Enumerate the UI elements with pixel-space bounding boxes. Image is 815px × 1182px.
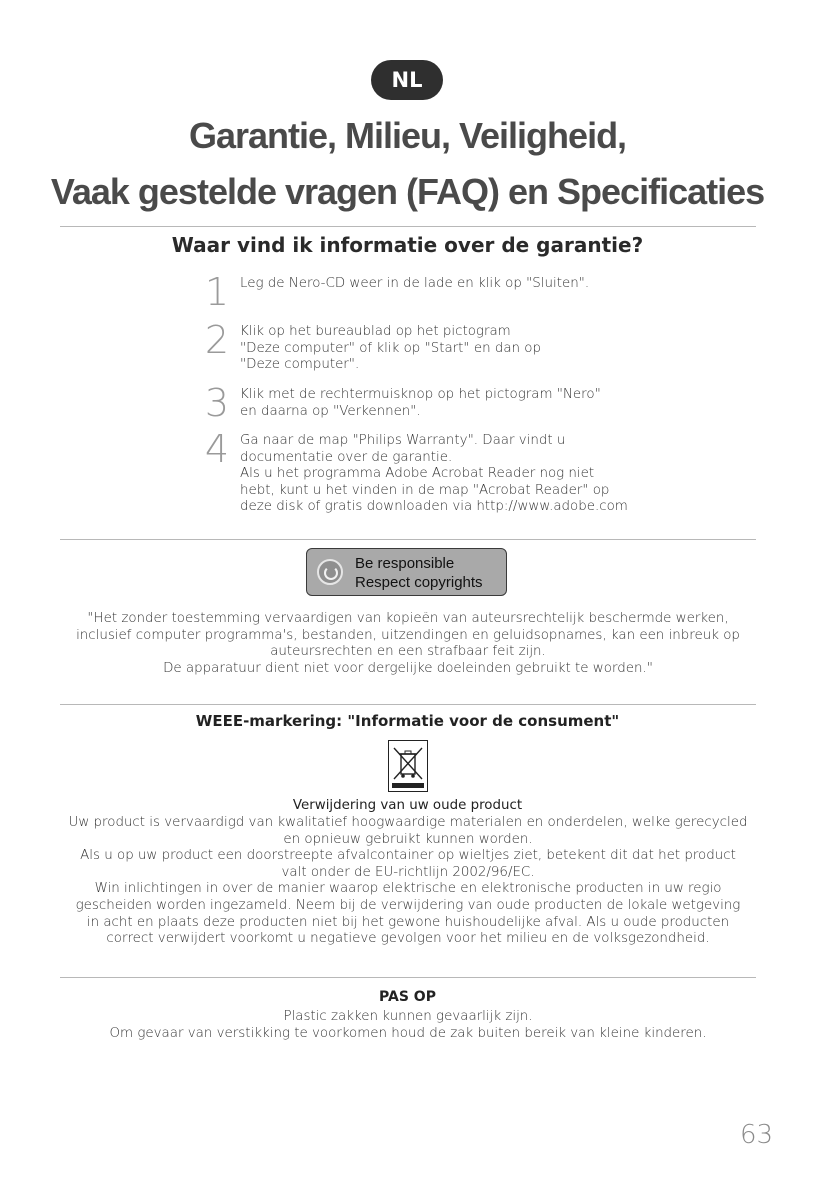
weee-line: Win inlichtingen in over de manier waarop elektrische en elektronische producten in uw regio <box>94 881 722 897</box>
page-title-line-2: Vaak gestelde vragen (FAQ) en Specificaties <box>50 171 765 212</box>
step-line: hebt, kunt u het vinden in de map "Acrobat Reader" op <box>240 482 610 498</box>
weee-line: Als u op uw product een doorstreepte afvalcontainer op wieltjes ziet, betekent dit dat het product <box>80 848 736 864</box>
divider <box>60 226 756 227</box>
step-line: Klik op het bureaublad op het pictogram <box>240 324 511 339</box>
page-title <box>0 108 815 220</box>
weee-line: in acht en plaats deze producten niet bij het gewone huishoudelijke afval. Als u oude producten <box>86 914 730 930</box>
step-text <box>240 433 660 516</box>
copyright-notice <box>60 611 756 677</box>
bin-graphic <box>389 741 427 791</box>
step-text <box>240 324 660 374</box>
weee-line: gescheiden worden ingezameld. Neem bij de verwijdering van oude producten de lokale wetgeving <box>75 897 741 913</box>
notice-line: auteursrechten en een strafbaar feit zijn. <box>270 644 546 660</box>
page-title-line-1: Garantie, Milieu, Veiligheid, <box>188 115 627 156</box>
weee-heading: WEEE-markering: "Informatie voor de consument" <box>195 712 620 730</box>
step-line: Klik met de rechtermuisknop op het pictogram "Nero" <box>240 387 601 402</box>
weee-line: correct verwijdert voorkomt u negatieve gevolgen voor het milieu en de volksgezondheid. <box>106 931 710 947</box>
step-line: deze disk of gratis downloaden via http://www.adobe.com <box>240 499 628 515</box>
respect-copyrights-badge <box>306 548 507 596</box>
divider <box>60 704 756 705</box>
warning-line: Om gevaar van verstikking te voorkomen houd de zak buiten bereik van kleine kinderen. <box>109 1025 707 1041</box>
step-number: 1 <box>204 270 230 314</box>
weee-line: en opnieuw gebruikt kunnen worden. <box>283 831 533 847</box>
step-line: en daarna op "Verkennen". <box>240 403 421 419</box>
notice-line: De apparatuur dient niet voor dergelijke doeleinden gebruikt te worden." <box>163 660 653 676</box>
warning-line: Plastic zakken kunnen gevaarlijk zijn. <box>283 1009 533 1024</box>
crossed-bin-icon <box>388 740 428 792</box>
disposal-subheading: Verwijdering van uw oude product <box>292 798 523 813</box>
step-number: 3 <box>204 381 230 425</box>
warning-heading: PAS OP <box>379 989 436 1005</box>
step-line: Ga naar de map "Philips Warranty". Daar vindt u <box>240 433 566 448</box>
warranty-heading: Waar vind ik informatie over de garantie? <box>171 233 644 257</box>
notice-line: "Het zonder toestemming vervaardigen van kopieën van auteursrechtelijk beschermde werken, <box>87 611 729 626</box>
weee-line: valt onder de EU-richtlijn 2002/96/EC. <box>281 864 535 880</box>
step-line: "Deze computer" of klik op "Start" en dan op <box>240 340 541 356</box>
notice-line: inclusief computer programma's, bestanden, uitzendingen en geluidsopnames, kan een inbreuk op <box>76 627 740 643</box>
badge-text <box>355 554 483 592</box>
step-number: 4 <box>204 427 230 471</box>
weee-text <box>60 815 756 948</box>
language-badge: NL <box>371 60 443 100</box>
step-text <box>240 387 660 420</box>
step-line: documentatie over de garantie. <box>240 449 453 465</box>
weee-line: Uw product is vervaardigd van kwalitatief hoogwaardige materialen en onderdelen, welke gerecycled <box>68 815 748 830</box>
page-number: 63 <box>740 1120 774 1150</box>
divider <box>60 539 756 540</box>
divider <box>60 977 756 978</box>
power-icon <box>317 559 343 585</box>
step-number: 2 <box>204 318 230 362</box>
step-line: Als u het programma Adobe Acrobat Reader nog niet <box>240 466 595 482</box>
step-text <box>240 276 660 293</box>
step-line: "Deze computer". <box>240 357 360 373</box>
warning-text <box>60 1009 756 1042</box>
badge-line-1: Be responsible <box>355 555 455 572</box>
badge-line-2: Respect copyrights <box>355 574 483 591</box>
step-line: Leg de Nero-CD weer in de lade en klik op "Sluiten". <box>240 276 590 291</box>
